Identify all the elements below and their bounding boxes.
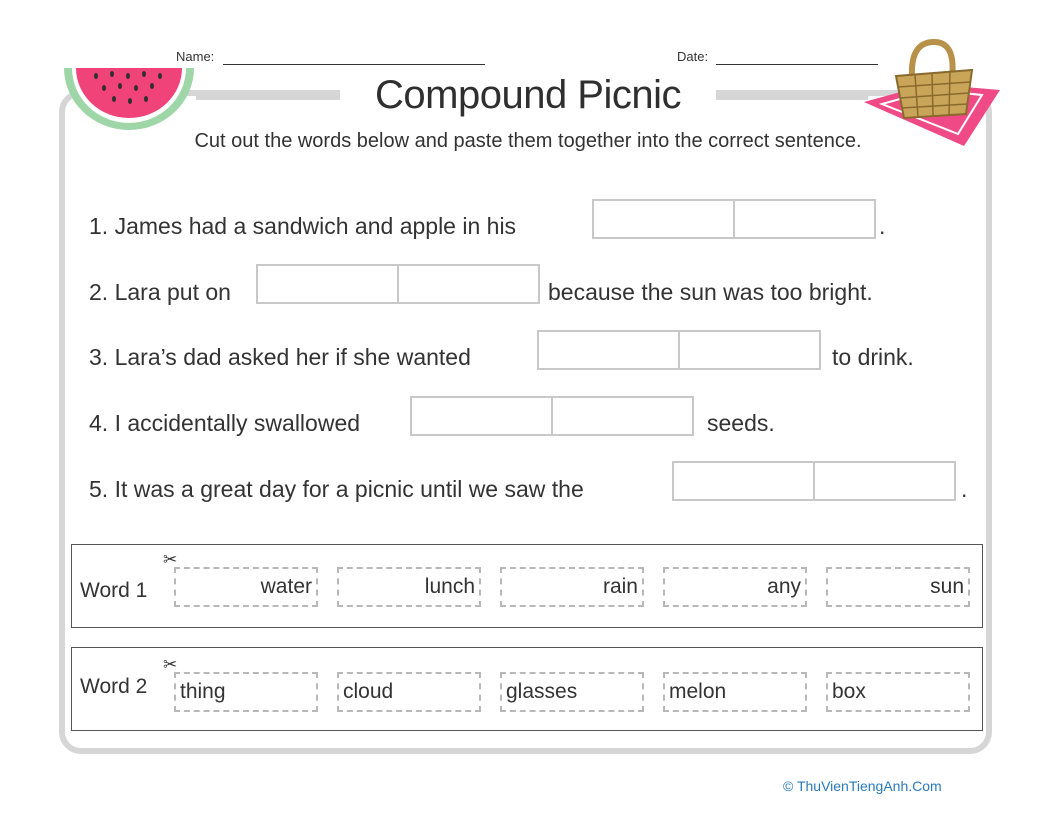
answer-box-5[interactable] <box>672 461 956 501</box>
title-rule-left <box>196 94 346 100</box>
sentence-3-text: 3. Lara’s dad asked her if she wanted <box>89 344 471 370</box>
sentence-5-text: 5. It was a great day for a picnic until we saw the <box>89 476 584 502</box>
date-input-line[interactable] <box>716 51 878 65</box>
name-label: Name: <box>176 49 215 64</box>
scissors-icon: ✂ <box>163 655 178 674</box>
answer-box-3[interactable] <box>537 330 821 370</box>
word-1-label: Word 1 <box>80 579 148 602</box>
sentence-1-end: . <box>879 213 886 239</box>
word-card[interactable]: thing <box>174 672 318 712</box>
word-card[interactable]: melon <box>663 672 807 712</box>
answer-slot-word1[interactable] <box>258 266 397 302</box>
answer-slot-word2[interactable] <box>551 398 692 434</box>
word-card[interactable]: water <box>174 567 318 607</box>
answer-box-2[interactable] <box>256 264 540 304</box>
answer-slot-word2[interactable] <box>813 463 954 499</box>
answer-slot-word1[interactable] <box>539 332 678 368</box>
word-2-label: Word 2 <box>80 675 148 698</box>
sentence-4-text: 4. I accidentally swallowed <box>89 410 361 436</box>
word-card[interactable]: lunch <box>337 567 481 607</box>
instructions: Cut out the words below and paste them together into the correct sentence. <box>194 130 862 152</box>
sentence-3-end: to drink. <box>832 344 914 370</box>
answer-slot-word2[interactable] <box>678 332 819 368</box>
word-1-panel <box>71 544 983 628</box>
answer-slot-word1[interactable] <box>674 463 813 499</box>
name-input-line[interactable] <box>223 51 485 65</box>
sentence-2-text: 2. Lara put on <box>89 279 231 305</box>
answer-slot-word1[interactable] <box>412 398 551 434</box>
answer-slot-word1[interactable] <box>594 201 733 237</box>
sentence-1-text: 1. James had a sandwich and apple in his <box>89 213 517 239</box>
word-card[interactable]: any <box>663 567 807 607</box>
answer-box-1[interactable] <box>592 199 876 239</box>
page-title: Compound Picnic <box>340 73 716 118</box>
word-card[interactable]: rain <box>500 567 644 607</box>
scissors-icon: ✂ <box>163 550 178 569</box>
sentence-2-end: because the sun was too bright. <box>548 279 873 305</box>
word-card[interactable]: box <box>826 672 970 712</box>
watermelon-icon <box>62 66 196 134</box>
word-2-panel <box>71 647 983 731</box>
word-card[interactable]: glasses <box>500 672 644 712</box>
answer-slot-word2[interactable] <box>397 266 538 302</box>
answer-box-4[interactable] <box>410 396 694 436</box>
word-card[interactable]: cloud <box>337 672 481 712</box>
sentence-4-end: seeds. <box>707 410 775 436</box>
word-card[interactable]: sun <box>826 567 970 607</box>
title-rule-right <box>708 94 868 100</box>
date-label: Date: <box>677 49 709 64</box>
copyright-footer: © ThuVienTiengAnh.Com <box>783 778 942 794</box>
answer-slot-word2[interactable] <box>733 201 874 237</box>
sentence-5-end: . <box>961 476 968 502</box>
